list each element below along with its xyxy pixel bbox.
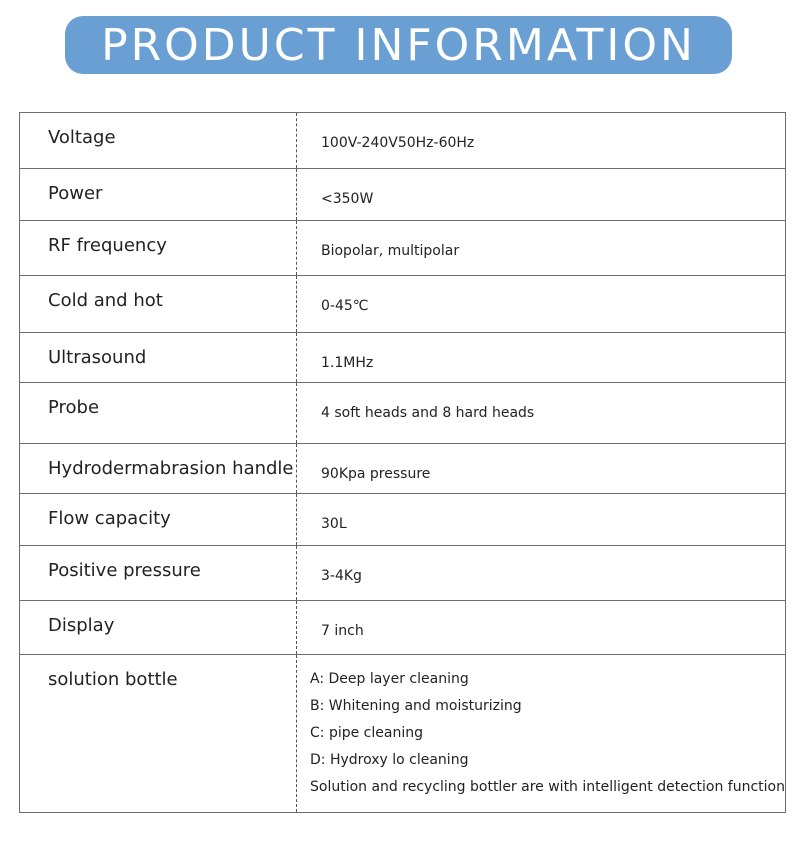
row-divider bbox=[296, 169, 297, 220]
spec-value: 30L bbox=[321, 516, 347, 532]
spec-value: 7 inch bbox=[321, 623, 364, 639]
solution-line: C: pipe cleaning bbox=[310, 725, 423, 741]
spec-value: 0-45℃ bbox=[321, 298, 369, 314]
spec-row-rf-frequency bbox=[20, 221, 785, 276]
row-divider bbox=[296, 655, 297, 812]
spec-value: 1.1MHz bbox=[321, 355, 374, 371]
spec-label: solution bottle bbox=[48, 669, 178, 690]
spec-label: Display bbox=[48, 615, 115, 636]
spec-label: Hydrodermabrasion handle bbox=[48, 458, 294, 479]
solution-line: Solution and recycling bottler are with intelligent detection function bbox=[310, 779, 785, 795]
spec-row-cold-hot bbox=[20, 276, 785, 333]
spec-value: Biopolar, multipolar bbox=[321, 243, 460, 259]
spec-row-probe bbox=[20, 383, 785, 444]
title-banner bbox=[65, 16, 732, 74]
spec-value: <350W bbox=[321, 191, 374, 207]
spec-value: 100V-240V50Hz-60Hz bbox=[321, 135, 475, 151]
spec-row-display bbox=[20, 601, 785, 655]
page-title: PRODUCT INFORMATION bbox=[101, 19, 696, 71]
spec-table bbox=[19, 112, 786, 813]
spec-value: 4 soft heads and 8 hard heads bbox=[321, 405, 535, 421]
spec-row-positive-pressure bbox=[20, 546, 785, 601]
spec-label: Power bbox=[48, 183, 103, 204]
row-divider bbox=[296, 333, 297, 382]
spec-row-voltage bbox=[20, 113, 785, 169]
spec-label: Cold and hot bbox=[48, 290, 163, 311]
spec-row-flow-capacity bbox=[20, 494, 785, 546]
row-divider bbox=[296, 546, 297, 600]
row-divider bbox=[296, 221, 297, 275]
row-divider bbox=[296, 444, 297, 493]
spec-row-solution-bottle bbox=[20, 655, 785, 812]
spec-label: Ultrasound bbox=[48, 347, 147, 368]
spec-label: Probe bbox=[48, 397, 100, 418]
spec-label: Voltage bbox=[48, 127, 116, 148]
spec-row-hydrodermabrasion bbox=[20, 444, 785, 494]
row-divider bbox=[296, 113, 297, 168]
row-divider bbox=[296, 601, 297, 654]
solution-line: A: Deep layer cleaning bbox=[310, 671, 469, 687]
row-divider bbox=[296, 383, 297, 443]
spec-label: Positive pressure bbox=[48, 560, 201, 581]
spec-row-power bbox=[20, 169, 785, 221]
spec-label: Flow capacity bbox=[48, 508, 171, 529]
spec-value: 90Kpa pressure bbox=[321, 466, 431, 482]
solution-line: B: Whitening and moisturizing bbox=[310, 698, 522, 714]
spec-label: RF frequency bbox=[48, 235, 167, 256]
row-divider bbox=[296, 494, 297, 545]
row-divider bbox=[296, 276, 297, 332]
solution-list bbox=[310, 669, 785, 804]
spec-value: 3-4Kg bbox=[321, 568, 362, 584]
solution-line: D: Hydroxy lo cleaning bbox=[310, 752, 469, 768]
spec-row-ultrasound bbox=[20, 333, 785, 383]
